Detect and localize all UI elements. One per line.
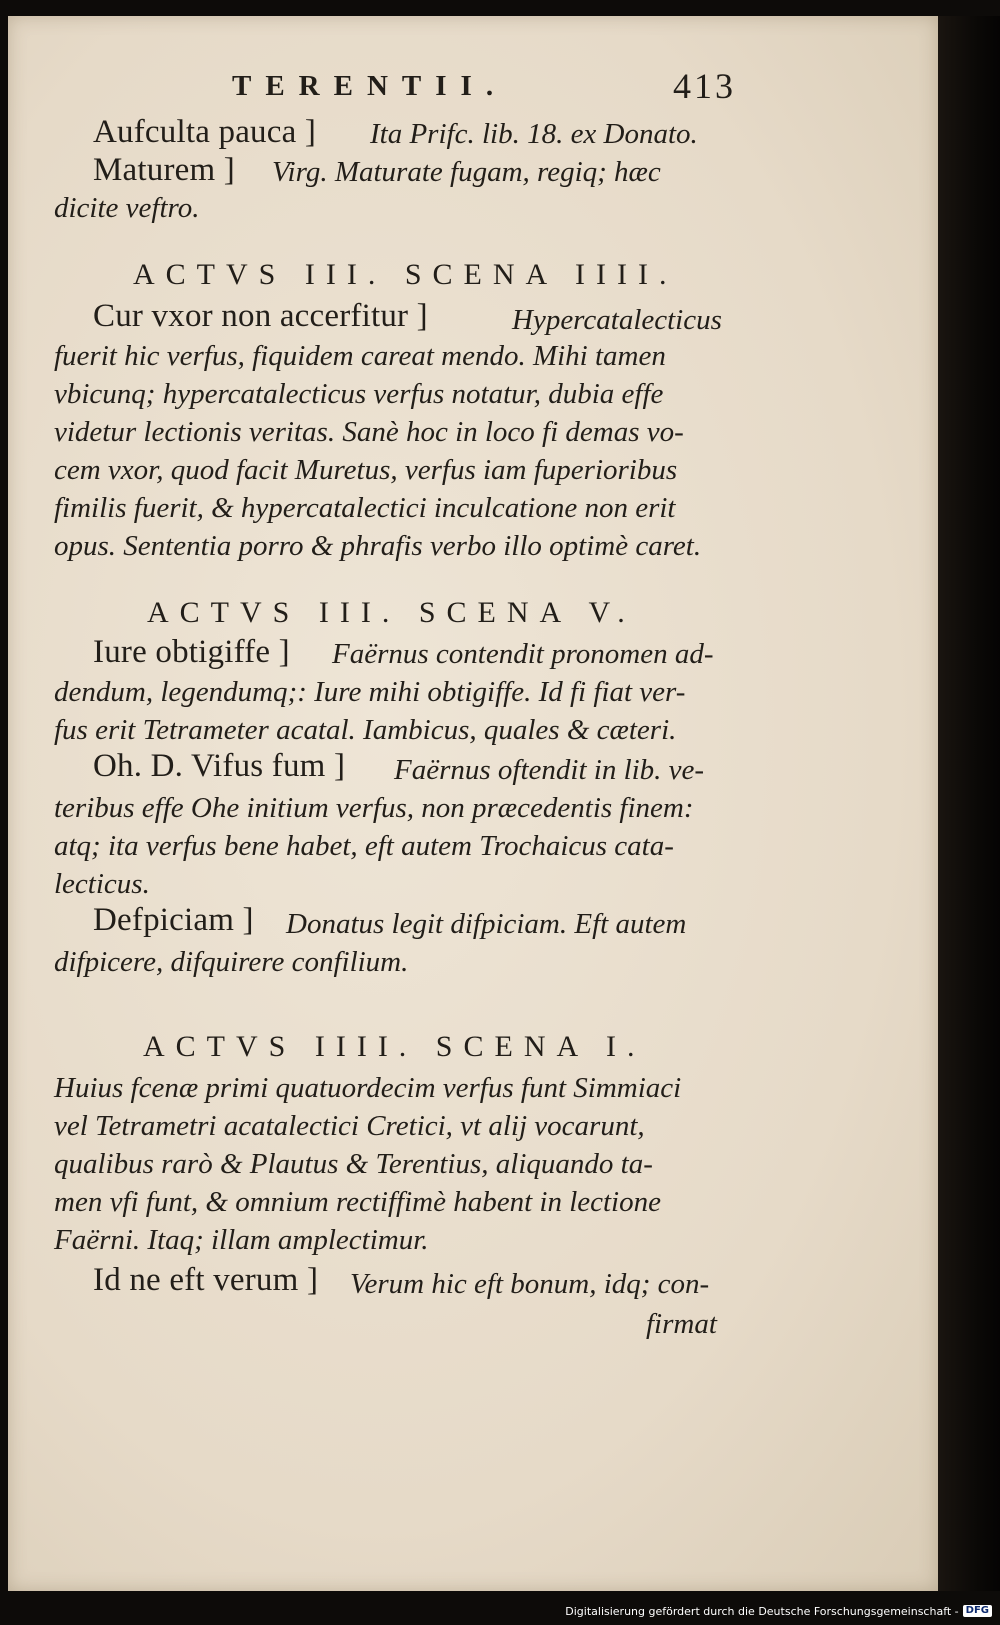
lemma-iure: Iure obtigiffe ] <box>93 634 290 670</box>
lemma-oh: Oh. D. Vifus fum ] <box>93 748 346 784</box>
lemma-maturem: Maturem ] <box>93 152 236 188</box>
note-line: men vfi funt, & omnium rectiffimè habent in lectione <box>54 1186 661 1218</box>
note-line: Hypercatalecticus <box>512 304 722 336</box>
note-line: qualibus rarò & Plautus & Terentius, aliquando ta- <box>54 1148 653 1180</box>
note-line: opus. Sententia porro & phrafis verbo illo optimè caret. <box>54 530 702 562</box>
dfg-logo: DFG <box>963 1605 992 1617</box>
note-line: difpicere, difquirere confilium. <box>54 946 409 978</box>
note-line: videtur lectionis veritas. Sanè hoc in loco fi demas vo- <box>54 416 684 448</box>
note-line: Faërnus oftendit in lib. ve- <box>394 754 705 786</box>
note-maturem: Virg. Maturate fugam, regiq; hæc <box>272 156 661 188</box>
lemma-cur-vxor: Cur vxor non accerfitur ] <box>93 298 428 334</box>
page-number: 413 <box>673 66 736 106</box>
note-line: fimilis fuerit, & hypercatalectici inculcatione non erit <box>54 492 676 524</box>
footer-text: Digitalisierung gefördert durch die Deutsche Forschungsgemeinschaft - <box>565 1604 959 1618</box>
lemma-ausculta: Aufculta pauca ] <box>93 114 317 150</box>
lemma-id-ne: Id ne eft verum ] <box>93 1262 319 1298</box>
note-line: lecticus. <box>54 868 150 900</box>
note-line: Faërnus contendit pronomen ad- <box>332 638 714 670</box>
running-title: TERENTII. <box>232 70 508 102</box>
book-spine-shadow <box>938 16 1000 1591</box>
note-line: cem vxor, quod facit Muretus, verfus iam fuperioribus <box>54 454 678 486</box>
note-line: atq; ita verfus bene habet, eft autem Trochaicus cata- <box>54 830 674 862</box>
note-line: dendum, legendumq;: Iure mihi obtigiffe. Id fi fiat ver- <box>54 676 686 708</box>
scene-heading-4-1: ACTVS IIII. SCENA I. <box>143 1030 646 1063</box>
note-ausculta: Ita Prifc. lib. 18. ex Donato. <box>370 118 698 150</box>
note-line: vel Tetrametri acatalectici Cretici, vt alij vocarunt, <box>54 1110 645 1142</box>
digitization-footer <box>565 1605 992 1617</box>
note-line: fuerit hic verfus, fiquidem careat mendo. Mihi tamen <box>54 340 666 372</box>
note-line: Donatus legit difpiciam. Eft autem <box>286 908 687 940</box>
scene-heading-3-4: ACTVS III. SCENA IIII. <box>133 258 678 291</box>
scene-heading-3-5: ACTVS III. SCENA V. <box>147 596 636 629</box>
note-line: vbicunq; hypercatalecticus verfus notatur, dubia effe <box>54 378 664 410</box>
note-line: Faërni. Itaq; illam amplectimur. <box>54 1224 429 1256</box>
note-line: Huius fcenæ primi quatuordecim verfus funt Simmiaci <box>54 1072 682 1104</box>
catchword: firmat <box>646 1308 717 1340</box>
note-maturem-cont: dicite veftro. <box>54 192 200 224</box>
note-line: Verum hic eft bonum, idq; con- <box>350 1268 710 1300</box>
note-line: teribus effe Ohe initium verfus, non præcedentis finem: <box>54 792 694 824</box>
note-line: fus erit Tetrameter acatal. Iambicus, quales & cæteri. <box>54 714 677 746</box>
lemma-despiciam: Defpiciam ] <box>93 902 254 938</box>
